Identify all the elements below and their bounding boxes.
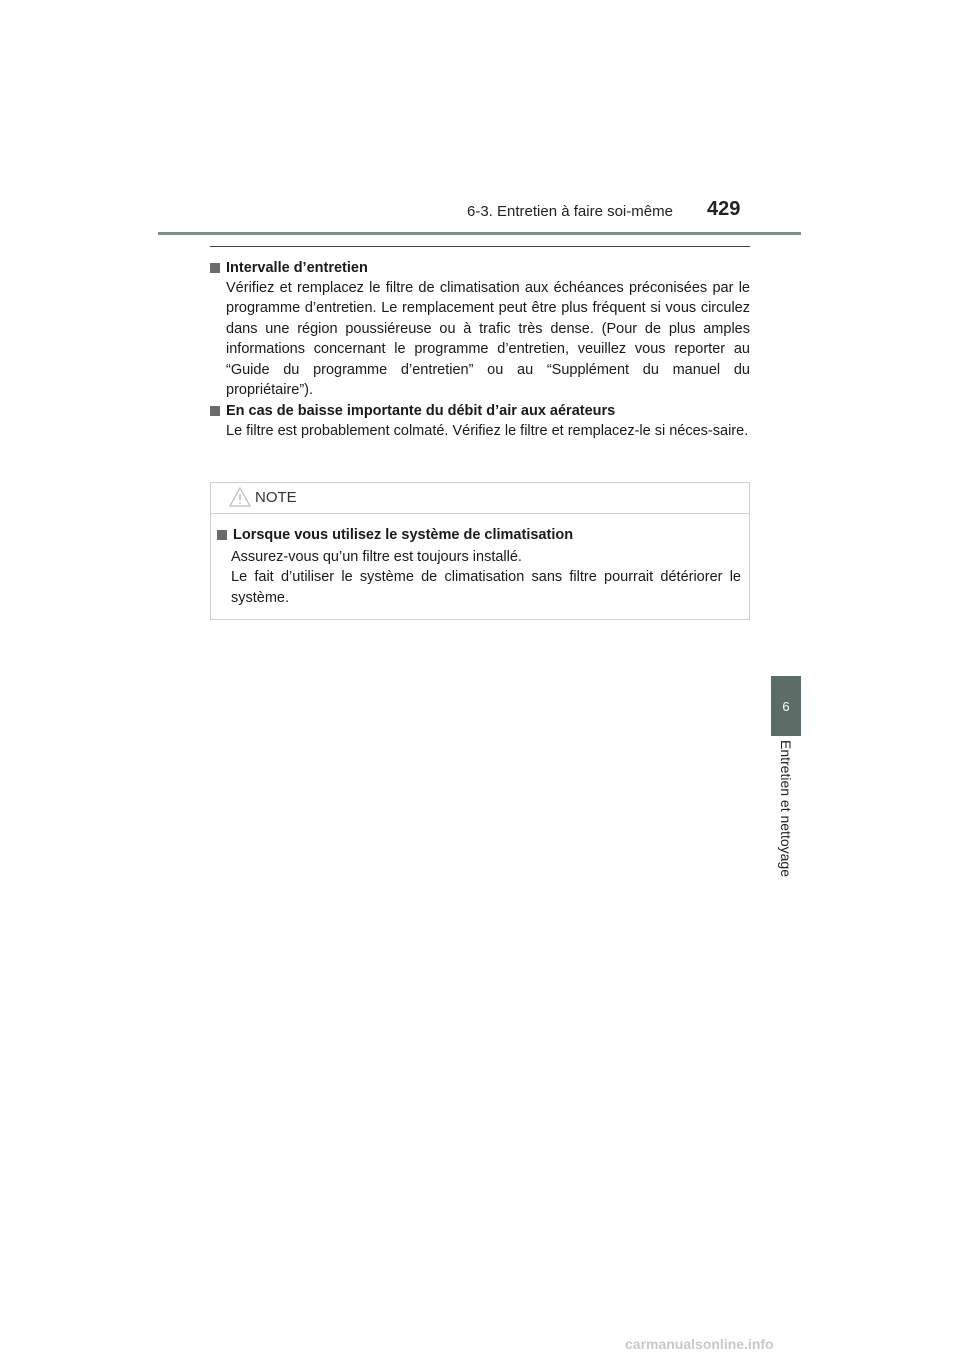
chapter-tab-number: 6 [771, 676, 801, 736]
note-line-2: Le fait d’utiliser le système de climatisation sans filtre pourrait détériorer le système. [231, 569, 741, 606]
watermark: carmanualsonline.info [625, 1336, 774, 1352]
square-bullet-icon [210, 263, 220, 273]
note-heading-text: Lorsque vous utilisez le système de climatisation [233, 527, 574, 543]
section-low-airflow [210, 401, 750, 441]
note-heading [211, 525, 751, 545]
section-heading [210, 258, 750, 278]
square-bullet-icon [217, 530, 227, 540]
note-title: NOTE [255, 489, 297, 506]
warning-triangle-icon [229, 487, 251, 507]
note-header [211, 483, 749, 514]
note-line-1: Assurez-vous qu’un filtre est toujours installé. [231, 549, 522, 565]
section-title: En cas de baisse importante du débit d’air aux aérateurs [226, 403, 616, 419]
content-divider [210, 246, 750, 247]
section-maintenance-interval [210, 258, 750, 400]
note-content [211, 525, 751, 608]
header-section-title: 6-3. Entretien à faire soi-même [467, 203, 673, 220]
section-body: Vérifiez et remplacez le filtre de climatisation aux échéances préconisées par le programme d’entretien. Le remplacement peut être plus fréquent si vous circulez dans une région poussiéreuse ou à trafic très dense. (Pour de plus amples informations concernant le programme d’entretien, veuillez vous reporter au “Guide du programme d’entretien” ou au “Supplément du manuel du propriétaire”). [226, 280, 750, 399]
note-box [210, 482, 750, 620]
section-body: Le filtre est probablement colmaté. Vérifiez le filtre et remplacez-le si néces-saire. [226, 423, 749, 439]
chapter-tab-label: Entretien et nettoyage [778, 740, 794, 877]
section-heading [210, 401, 750, 421]
header-divider [158, 232, 801, 235]
page-number: 429 [707, 198, 741, 220]
square-bullet-icon [210, 406, 220, 416]
section-title: Intervalle d’entretien [226, 260, 368, 276]
